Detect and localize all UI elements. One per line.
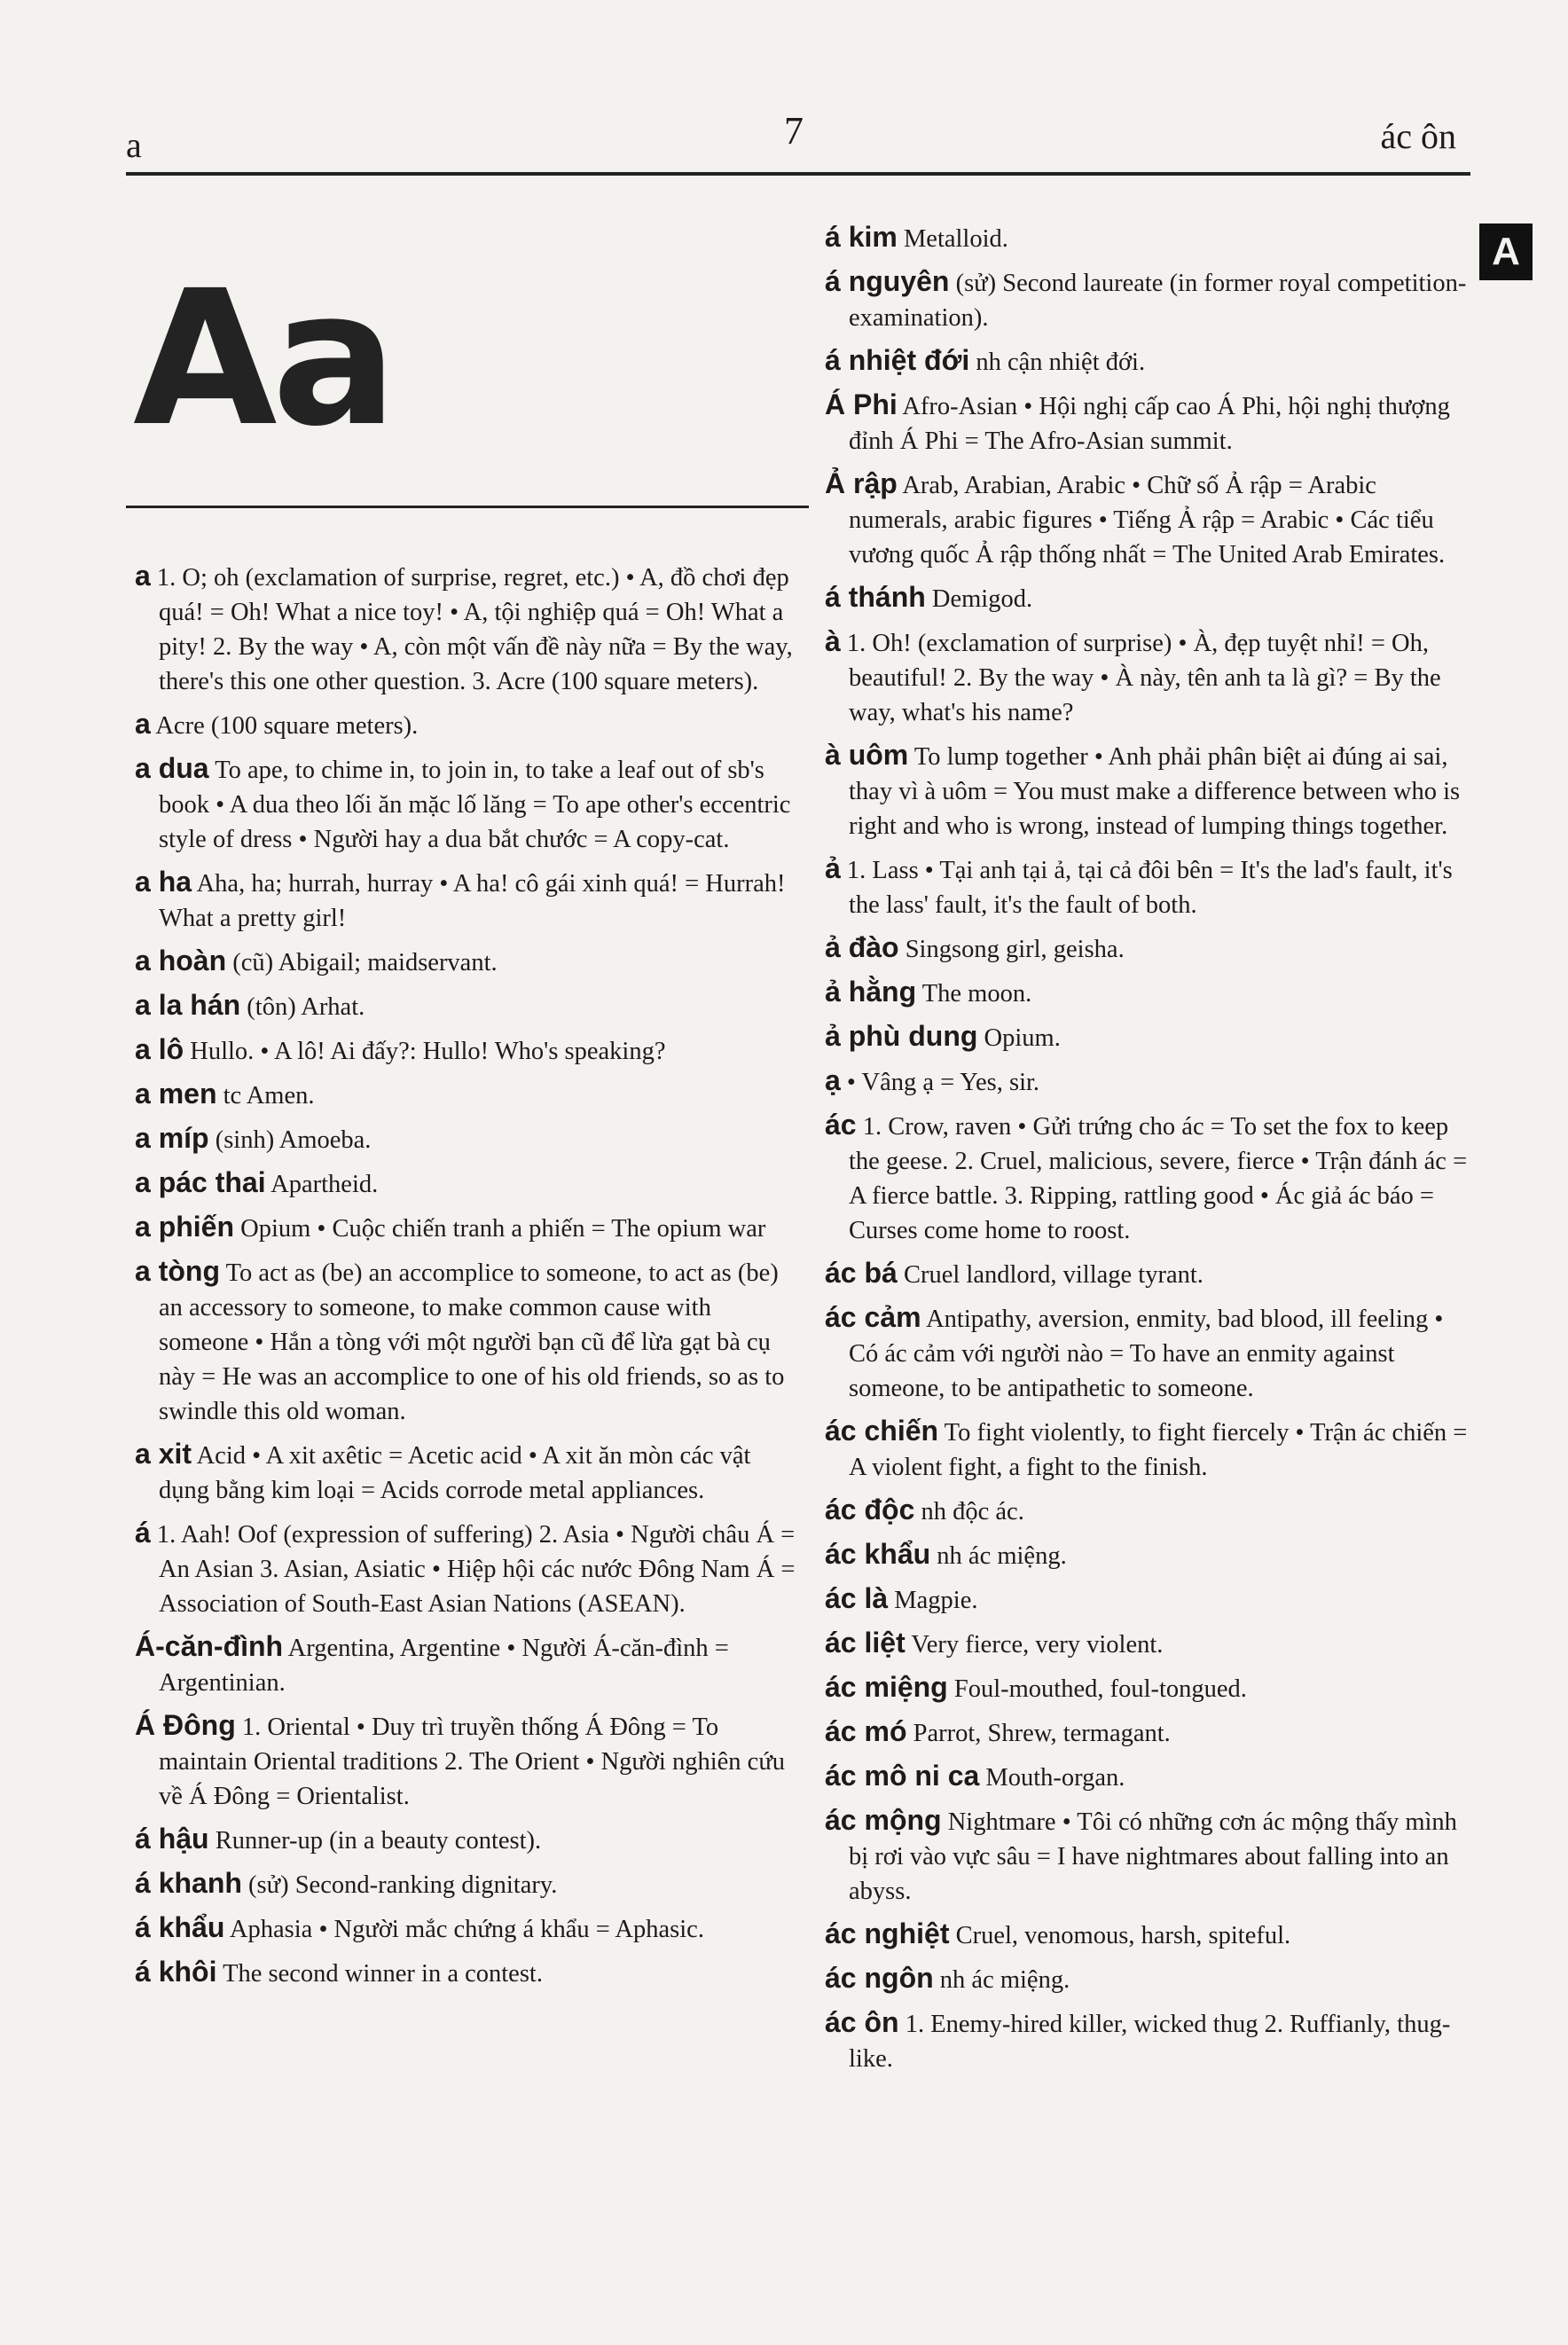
entry-headword: ác liệt (825, 1627, 906, 1659)
dictionary-entry (135, 1516, 802, 1621)
entry-headword: á nguyên (825, 265, 950, 297)
dictionary-entry (135, 865, 802, 936)
dictionary-entry (825, 738, 1476, 843)
entry-definition: Opium. (977, 1024, 1061, 1052)
entry-headword: a la hán (135, 989, 241, 1021)
entry-definition: (tôn) Arhat. (240, 993, 365, 1021)
dictionary-entry (135, 751, 802, 857)
entry-headword: ác mô ni ca (825, 1760, 980, 1792)
entry-definition: Singsong girl, geisha. (898, 936, 1125, 963)
entry-definition: Argentina, Argentine • Người Á-căn-đình = Argentinian. (159, 1635, 729, 1697)
entry-headword: ả đào (825, 931, 899, 963)
entry-definition: 1. O; oh (exclamation of surprise, regret, etc.) • A, đồ chơi đẹp quá! = Oh! What a nice toy! • A, tội nghiệp quá = Oh! What a pity! 2. By the way • A, còn một vấn đề này nữa = By the way, there's this one other question. 3. Acre (100 square meters). (150, 564, 793, 695)
left-column (135, 559, 802, 1999)
dictionary-entry (135, 1708, 802, 1814)
header-guide-word-right: ác ôn (1380, 116, 1456, 156)
entry-headword: Ả rập (825, 467, 898, 499)
dictionary-entry (135, 1822, 802, 1858)
dictionary-entry (825, 1714, 1476, 1751)
entry-definition: The moon. (916, 980, 1032, 1008)
dictionary-entry (825, 975, 1476, 1011)
entry-headword: ả hằng (825, 976, 917, 1008)
dictionary-entry (135, 1910, 802, 1947)
entry-definition: Cruel, venomous, harsh, spiteful. (949, 1922, 1291, 1949)
entry-definition: nh độc ác. (914, 1498, 1024, 1525)
entry-headword: Á Đông (135, 1709, 236, 1741)
entry-definition: To fight violently, to fight fiercely • Trận ác chiến = A violent fight, a fight to the finish. (849, 1419, 1468, 1481)
dictionary-entry (135, 1437, 802, 1508)
entry-headword: à (825, 625, 841, 657)
dictionary-entry (135, 1254, 802, 1429)
entry-headword: a men (135, 1078, 217, 1110)
entry-headword: á hậu (135, 1823, 209, 1855)
entry-headword: a dua (135, 752, 209, 784)
entry-definition: Aphasia • Người mắc chứng á khẩu = Aphasic. (224, 1916, 704, 1943)
entry-headword: Á Phi (825, 388, 898, 420)
dictionary-entry (135, 1121, 802, 1157)
entry-headword: a míp (135, 1122, 209, 1154)
dictionary-entry (825, 1803, 1476, 1909)
dictionary-entry (825, 467, 1476, 572)
page-number: 7 (784, 109, 804, 153)
dictionary-entry (135, 1866, 802, 1902)
entry-definition: Mouth-organ. (979, 1764, 1125, 1792)
header-guide-word-left: a (126, 125, 142, 165)
entry-headword: Á-căn-đình (135, 1630, 284, 1662)
dictionary-entry (825, 1300, 1476, 1406)
entry-definition: Acre (100 square meters). (150, 712, 419, 740)
entry-headword: á kim (825, 221, 898, 253)
dictionary-entry (135, 1165, 802, 1202)
entry-headword: ác bá (825, 1257, 898, 1289)
dictionary-entry (825, 1414, 1476, 1485)
entry-headword: ả (825, 852, 841, 884)
dictionary-entry (825, 220, 1476, 256)
entry-definition: To ape, to chime in, to join in, to take a leaf out of sb's book • A dua theo lối ăn mặc lố lăng = To ape other's eccentric style of dress • Người hay a dua bắt chước = A copy-cat. (159, 757, 791, 853)
entry-definition: (cũ) Abigail; maidservant. (226, 949, 498, 976)
entry-definition: 1. Lass • Tại anh tại ả, tại cả đôi bên = It's the lad's fault, it's the lass' fault, it's the fault of both. (840, 857, 1453, 919)
entry-definition: Antipathy, aversion, enmity, bad blood, ill feeling • Có ác cảm với người nào = To have an enmity against someone, to be antipathetic to someone. (849, 1306, 1444, 1402)
dictionary-entry (825, 388, 1476, 459)
dictionary-entry (825, 930, 1476, 967)
dictionary-entry (825, 2005, 1476, 2076)
header-rule (126, 172, 1470, 176)
entry-definition: Apartheid. (265, 1171, 379, 1198)
entry-headword: a (135, 560, 151, 592)
entry-headword: a pác thai (135, 1166, 266, 1198)
entry-definition: Magpie. (888, 1587, 978, 1614)
entry-headword: ác miệng (825, 1671, 948, 1703)
entry-definition: Opium • Cuộc chiến tranh a phiến = The opium war (234, 1215, 766, 1243)
entry-headword: ác cảm (825, 1301, 921, 1333)
entry-definition: To act as (be) an accomplice to someone, to act as (be) an accessory to someone, to make common cause with someone • Hắn a tòng với một người bạn cũ để lừa gạt bà cụ này = He was an accomplice to one of his old friends, so as to swindle this old woman. (159, 1259, 785, 1425)
dictionary-entry (135, 707, 802, 743)
entry-headword: a phiến (135, 1211, 235, 1243)
entry-headword: ác mó (825, 1715, 907, 1747)
entry-definition: nh cận nhiệt đới. (969, 349, 1146, 376)
entry-headword: a (135, 708, 151, 740)
entry-definition: Afro-Asian • Hội nghị cấp cao Á Phi, hội nghị thượng đỉnh Á Phi = The Afro-Asian summit. (849, 393, 1450, 455)
dictionary-entry (825, 851, 1476, 922)
dictionary-entry (825, 1493, 1476, 1529)
entry-headword: á khẩu (135, 1911, 225, 1943)
entry-definition: Demigod. (925, 585, 1033, 613)
entry-definition: (sử) Second laureate (in former royal competition-examination). (849, 270, 1467, 332)
entry-definition: 1. Enemy-hired killer, wicked thug 2. Ruffianly, thug-like. (849, 2011, 1451, 2073)
dictionary-entry (825, 1917, 1476, 1953)
entry-definition: 1. Aah! Oof (expression of suffering) 2. Asia • Người châu Á = An Asian 3. Asian, Asiatic • Hiệp hội các nước Đông Nam Á = Association of South-East Asian Nations (ASEAN). (150, 1521, 796, 1618)
entry-headword: á thánh (825, 581, 926, 613)
dictionary-entry (135, 559, 802, 699)
entry-headword: ác nghiệt (825, 1918, 950, 1949)
entry-headword: à uôm (825, 739, 909, 771)
entry-definition: Arab, Arabian, Arabic • Chữ số Ả rập = Arabic numerals, arabic figures • Tiếng Ả rập = Arabic • Các tiểu vương quốc Ả rập thống nhất = The United Arab Emirates. (849, 472, 1446, 569)
entry-headword: á khôi (135, 1956, 217, 1988)
entry-headword: ác (825, 1109, 857, 1141)
entry-headword: ác độc (825, 1494, 915, 1525)
entry-definition: Acid • A xit axêtic = Acetic acid • A xit ăn mòn các vật dụng bằng kim loại = Acids corrode metal appliances. (159, 1442, 751, 1504)
entry-headword: ác là (825, 1582, 889, 1614)
entry-headword: a xit (135, 1438, 192, 1470)
dictionary-entry (825, 343, 1476, 380)
dictionary-entry (135, 1210, 802, 1246)
dictionary-entry (135, 1032, 802, 1069)
entry-definition: Nightmare • Tôi có những cơn ác mộng thấy mình bị rơi vào vực sâu = I have nightmares about falling into an abyss. (849, 1808, 1457, 1905)
dictionary-entry (135, 944, 802, 980)
entry-definition: Parrot, Shrew, termagant. (906, 1720, 1171, 1747)
entry-definition: Foul-mouthed, foul-tongued. (947, 1675, 1247, 1703)
thumb-index-tab: A (1479, 224, 1533, 280)
entry-definition: nh ác miệng. (930, 1542, 1067, 1570)
entry-definition: Aha, ha; hurrah, hurray • A ha! cô gái xinh quá! = Hurrah! What a pretty girl! (159, 870, 786, 932)
entry-definition: The second winner in a contest. (216, 1960, 543, 1988)
dictionary-entry (825, 1063, 1476, 1100)
entry-headword: ả phù dung (825, 1020, 978, 1052)
entry-headword: á khanh (135, 1867, 242, 1899)
entry-definition: Very fierce, very violent. (905, 1631, 1164, 1659)
entry-definition: Metalloid. (897, 225, 1008, 253)
dictionary-entry (135, 1077, 802, 1113)
dictionary-entry (135, 988, 802, 1024)
section-letter: Aa (133, 250, 393, 467)
dictionary-entry (825, 1537, 1476, 1573)
entry-headword: á nhiệt đới (825, 344, 970, 376)
dictionary-entry (825, 1019, 1476, 1055)
entry-definition: 1. Oriental • Duy trì truyền thống Á Đông = To maintain Oriental traditions 2. The Orient • Người nghiên cứu về Á Đông = Orientalist. (159, 1714, 786, 1810)
entry-definition: • Vâng ạ = Yes, sir. (840, 1069, 1040, 1096)
dictionary-entry (135, 1629, 802, 1700)
entry-headword: á (135, 1517, 151, 1549)
entry-definition: (sinh) Amoeba. (208, 1126, 372, 1154)
entry-definition: 1. Crow, raven • Gửi trứng cho ác = To set the fox to keep the geese. 2. Cruel, malicious, severe, fierce • Trận đánh ác = A fierce battle. 3. Ripping, rattling good • Ác giả ác báo = Curses come home to roost. (849, 1113, 1468, 1244)
dictionary-entry (825, 1670, 1476, 1706)
dictionary-entry (825, 624, 1476, 730)
section-rule (126, 506, 809, 508)
entry-definition: (sử) Second-ranking dignitary. (241, 1871, 558, 1899)
entry-headword: ạ (825, 1064, 841, 1096)
dictionary-entry (825, 1108, 1476, 1248)
dictionary-entry (825, 1256, 1476, 1292)
entry-definition: Cruel landlord, village tyrant. (897, 1261, 1203, 1289)
entry-headword: a ha (135, 866, 192, 898)
dictionary-entry (825, 1581, 1476, 1618)
dictionary-entry (825, 1759, 1476, 1795)
entry-definition: 1. Oh! (exclamation of surprise) • À, đẹp tuyệt nhỉ! = Oh, beautiful! 2. By the way • À này, tên anh ta là gì? = By the way, what's his name? (840, 630, 1441, 726)
entry-definition: tc Amen. (216, 1082, 315, 1110)
entry-headword: ác khẩu (825, 1538, 931, 1570)
entry-headword: a lô (135, 1033, 184, 1065)
entry-definition: nh ác miệng. (933, 1966, 1070, 1994)
entry-headword: a tòng (135, 1255, 220, 1287)
entry-headword: ác ngôn (825, 1962, 934, 1994)
entry-definition: Hullo. • A lô! Ai đấy?: Hullo! Who's speaking? (184, 1038, 666, 1065)
dictionary-entry (825, 1626, 1476, 1662)
dictionary-entry (825, 264, 1476, 335)
entry-headword: a hoàn (135, 945, 227, 976)
entry-headword: ác chiến (825, 1415, 939, 1447)
dictionary-entry (825, 1961, 1476, 1997)
entry-definition: To lump together • Anh phải phân biệt ai đúng ai sai, thay vì à uôm = You must make a difference between who is right and who is wrong, instead of lumping things together. (849, 743, 1461, 840)
entry-definition: Runner-up (in a beauty contest). (208, 1827, 542, 1855)
right-column (825, 220, 1476, 2084)
dictionary-entry (825, 580, 1476, 616)
dictionary-entry (135, 1955, 802, 1991)
entry-headword: ác mộng (825, 1804, 942, 1836)
entry-headword: ác ôn (825, 2006, 899, 2038)
